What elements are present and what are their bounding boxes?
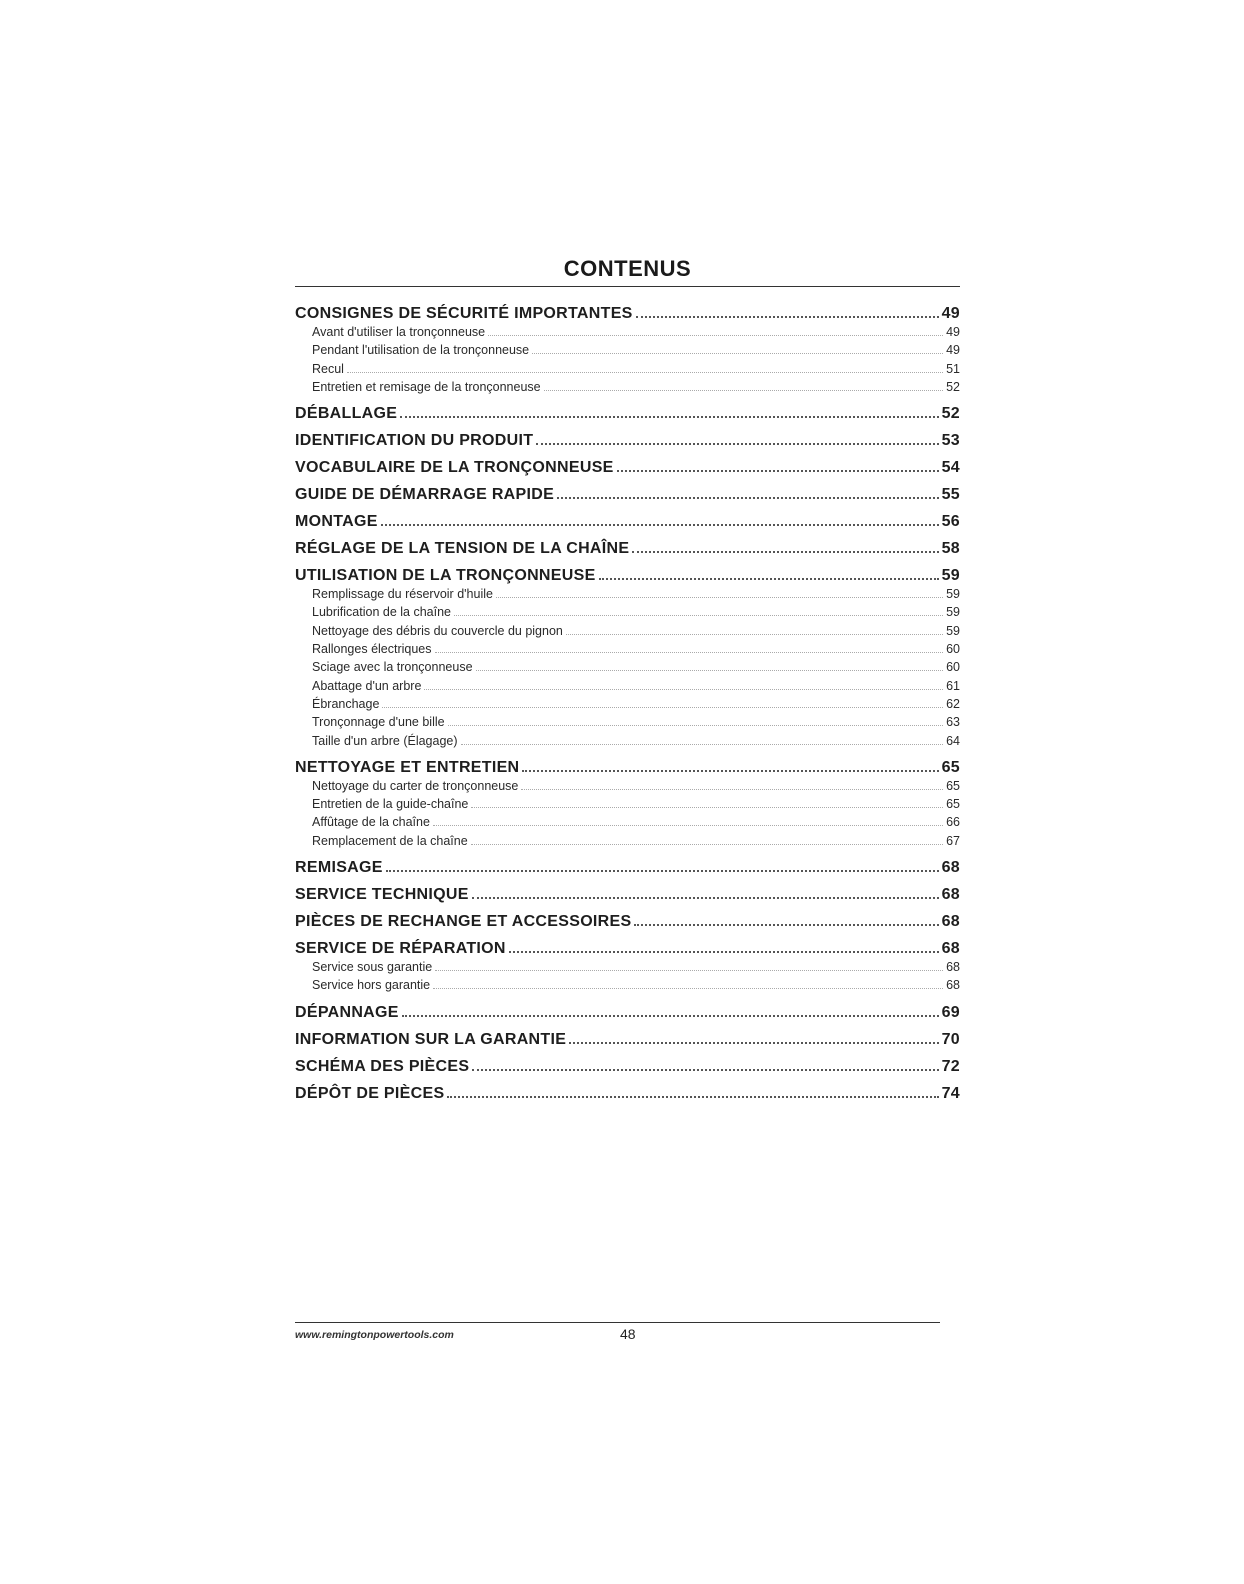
toc-subentry-label: Ébranchage — [312, 696, 380, 711]
dot-leader — [433, 988, 943, 989]
toc-subentry[interactable] — [295, 640, 960, 658]
toc-entry[interactable] — [295, 405, 960, 423]
toc-entry-page: 72 — [941, 1057, 960, 1075]
toc-entry-label: DÉBALLAGE — [295, 405, 398, 423]
toc-subentry-page: 52 — [946, 379, 960, 394]
toc-entry[interactable] — [295, 1004, 960, 1022]
toc-subentry[interactable] — [295, 677, 960, 695]
toc-subentry-page: 60 — [946, 642, 960, 657]
toc-subentry-label: Sciage avec la tronçonneuse — [312, 660, 473, 675]
toc-subentry-page: 59 — [946, 623, 960, 638]
dot-leader — [488, 335, 943, 336]
toc-entry-label: CONSIGNES DE SÉCURITÉ IMPORTANTES — [295, 305, 633, 322]
toc-section — [295, 486, 960, 504]
toc-entry-label: MONTAGE — [295, 513, 378, 531]
toc-section — [295, 567, 960, 750]
dot-leader — [557, 497, 939, 499]
toc-entry[interactable] — [295, 940, 960, 958]
toc-entry-page: 74 — [941, 1084, 960, 1102]
toc-entry-page: 52 — [941, 405, 960, 423]
toc-subentry-page: 49 — [946, 325, 960, 339]
toc-subentry-label: Entretien de la guide-chaîne — [312, 797, 469, 812]
toc-subentry-page: 61 — [946, 678, 960, 693]
toc-entry-label: DÉPÔT DE PIÈCES — [295, 1084, 445, 1102]
toc-subentry[interactable] — [295, 622, 960, 640]
toc-subentry-label: Nettoyage des débris du couvercle du pignon — [312, 623, 563, 638]
dot-leader — [472, 897, 939, 899]
toc-entry[interactable] — [295, 1085, 960, 1103]
toc-entry-page: 65 — [941, 758, 960, 776]
toc-subentry-label: Affûtage de la chaîne — [312, 815, 430, 830]
dot-leader — [448, 725, 944, 726]
toc-subentry[interactable] — [295, 958, 960, 976]
toc-subentry-label: Abattage d'un arbre — [312, 678, 422, 693]
toc-subentry[interactable] — [295, 713, 960, 731]
toc-section — [295, 859, 960, 877]
toc-entry[interactable] — [295, 1058, 960, 1076]
toc-entry-page: 68 — [941, 886, 960, 904]
toc-entry[interactable] — [295, 759, 960, 777]
dot-leader — [454, 615, 943, 616]
dot-leader — [509, 951, 939, 953]
toc-subentry-label: Rallonges électriques — [312, 642, 432, 657]
toc-section — [295, 540, 960, 558]
dot-leader — [447, 1096, 938, 1098]
dot-leader — [569, 1042, 938, 1044]
footer-divider — [295, 1322, 940, 1323]
toc-entry-page: 59 — [941, 567, 960, 585]
toc-subentry-label: Remplacement de la chaîne — [312, 833, 468, 848]
toc-entry-label: NETTOYAGE ET ENTRETIEN — [295, 758, 520, 776]
toc-entry[interactable] — [295, 913, 960, 931]
toc-subentry-label: Service sous garantie — [312, 960, 433, 975]
toc-entry-label: IDENTIFICATION DU PRODUIT — [295, 432, 534, 450]
toc-entry-label: DÉPANNAGE — [295, 1003, 399, 1021]
toc-subentry-label: Tronçonnage d'une bille — [312, 715, 445, 730]
dot-leader — [632, 551, 938, 553]
toc-subentry-page: 51 — [946, 361, 960, 376]
toc-subentry-page: 65 — [946, 778, 960, 793]
toc-entry[interactable] — [295, 486, 960, 504]
toc-entry-page: 53 — [941, 432, 960, 450]
toc-subentry-label: Nettoyage du carter de tronçonneuse — [312, 778, 519, 793]
toc-section — [295, 1031, 960, 1049]
dot-leader — [471, 807, 943, 808]
toc-entry-label: UTILISATION DE LA TRONÇONNEUSE — [295, 567, 596, 585]
toc-entry-label: RÉGLAGE DE LA TENSION DE LA CHAÎNE — [295, 540, 630, 558]
toc-subentry-page: 66 — [946, 815, 960, 830]
dot-leader — [536, 443, 938, 445]
dot-leader — [472, 1069, 938, 1071]
toc-section — [295, 305, 960, 396]
toc-subentry[interactable] — [295, 832, 960, 850]
footer-url[interactable]: www.remingtonpowertools.com — [295, 1329, 454, 1341]
toc-subentry[interactable] — [295, 585, 960, 603]
dot-leader — [424, 689, 943, 690]
dot-leader — [435, 970, 943, 971]
table-of-contents — [295, 305, 960, 1112]
dot-leader — [347, 372, 943, 373]
toc-subentry-label: Service hors garantie — [312, 978, 431, 993]
toc-section — [295, 1058, 960, 1076]
toc-entry[interactable] — [295, 540, 960, 558]
dot-leader — [471, 844, 943, 845]
toc-subentry[interactable] — [295, 341, 960, 359]
dot-leader — [634, 924, 938, 926]
toc-subentry[interactable] — [295, 795, 960, 813]
toc-entry-page: 68 — [941, 940, 960, 958]
dot-leader — [636, 316, 939, 318]
toc-subentry-page: 68 — [946, 960, 960, 975]
footer-page-number: 48 — [620, 1326, 636, 1342]
toc-subentry-page: 59 — [946, 605, 960, 620]
toc-section — [295, 913, 960, 931]
toc-entry-label: REMISAGE — [295, 859, 383, 877]
toc-subentry[interactable] — [295, 323, 960, 341]
toc-subentry-page: 60 — [946, 660, 960, 675]
toc-entry[interactable] — [295, 459, 960, 477]
dot-leader — [566, 634, 943, 635]
toc-subentry-label: Avant d'utiliser la tronçonneuse — [312, 325, 486, 339]
toc-entry-page: 70 — [941, 1030, 960, 1048]
toc-subentry[interactable] — [295, 378, 960, 396]
dot-leader — [476, 670, 944, 671]
toc-entry[interactable] — [295, 567, 960, 585]
toc-subentry[interactable] — [295, 732, 960, 750]
toc-subentry-label: Lubrification de la chaîne — [312, 605, 451, 620]
toc-entry-page: 58 — [941, 540, 960, 558]
toc-entry[interactable] — [295, 305, 960, 323]
dot-leader — [521, 789, 943, 790]
dot-leader — [599, 578, 939, 580]
toc-section — [295, 513, 960, 531]
toc-entry-page: 68 — [941, 913, 960, 931]
toc-entry[interactable] — [295, 513, 960, 531]
toc-section — [295, 405, 960, 423]
toc-subentry[interactable] — [295, 976, 960, 994]
toc-entry-page: 69 — [941, 1003, 960, 1021]
toc-entry-label: INFORMATION SUR LA GARANTIE — [295, 1030, 567, 1048]
toc-subentry[interactable] — [295, 813, 960, 831]
dot-leader — [522, 770, 938, 772]
toc-entry[interactable] — [295, 1031, 960, 1049]
toc-section — [295, 940, 960, 995]
dot-leader — [433, 825, 943, 826]
dot-leader — [461, 744, 944, 745]
toc-entry-page: 54 — [941, 459, 960, 477]
toc-entry[interactable] — [295, 859, 960, 877]
toc-subentry-label: Taille d'un arbre (Élagage) — [312, 733, 458, 748]
dot-leader — [386, 870, 939, 872]
toc-subentry[interactable] — [295, 777, 960, 795]
toc-section — [295, 1085, 960, 1103]
toc-subentry-page: 49 — [946, 343, 960, 358]
toc-entry-page: 49 — [941, 305, 960, 322]
dot-leader — [617, 470, 939, 472]
toc-subentry[interactable] — [295, 360, 960, 378]
toc-subentry[interactable] — [295, 603, 960, 621]
toc-entry-label: SCHÉMA DES PIÈCES — [295, 1057, 470, 1075]
toc-entry-label: VOCABULAIRE DE LA TRONÇONNEUSE — [295, 459, 614, 477]
toc-entry[interactable] — [295, 886, 960, 904]
toc-subentry-label: Pendant l'utilisation de la tronçonneuse — [312, 343, 530, 358]
title-divider — [295, 286, 960, 287]
toc-section — [295, 459, 960, 477]
toc-section — [295, 759, 960, 850]
toc-entry-page: 55 — [941, 486, 960, 504]
dot-leader — [496, 597, 943, 598]
toc-entry-page: 68 — [941, 859, 960, 877]
dot-leader — [532, 353, 943, 354]
dot-leader — [435, 652, 944, 653]
toc-subentry-label: Recul — [312, 361, 344, 376]
toc-subentry-page: 64 — [946, 733, 960, 748]
toc-section — [295, 432, 960, 450]
toc-subentry-page: 63 — [946, 715, 960, 730]
toc-subentry[interactable] — [295, 658, 960, 676]
toc-subentry-page: 67 — [946, 833, 960, 848]
dot-leader — [544, 390, 943, 391]
toc-subentry-label: Remplissage du réservoir d'huile — [312, 587, 493, 602]
toc-entry-label: SERVICE TECHNIQUE — [295, 886, 469, 904]
toc-entry[interactable] — [295, 432, 960, 450]
toc-subentry-page: 59 — [946, 587, 960, 602]
toc-section — [295, 886, 960, 904]
dot-leader — [382, 707, 943, 708]
toc-subentry-page: 65 — [946, 797, 960, 812]
toc-subentry-page: 68 — [946, 978, 960, 993]
toc-subentry[interactable] — [295, 695, 960, 713]
dot-leader — [402, 1015, 939, 1017]
toc-section — [295, 1004, 960, 1022]
dot-leader — [381, 524, 939, 526]
toc-entry-label: SERVICE DE RÉPARATION — [295, 940, 506, 958]
page-title: CONTENUS — [563, 256, 692, 281]
toc-entry-label: PIÈCES DE RECHANGE ET ACCESSOIRES — [295, 913, 632, 931]
toc-entry-label: GUIDE DE DÉMARRAGE RAPIDE — [295, 486, 555, 504]
dot-leader — [400, 416, 938, 418]
toc-entry-page: 56 — [941, 513, 960, 531]
toc-subentry-label: Entretien et remisage de la tronçonneuse — [312, 379, 541, 394]
toc-subentry-page: 62 — [946, 696, 960, 711]
